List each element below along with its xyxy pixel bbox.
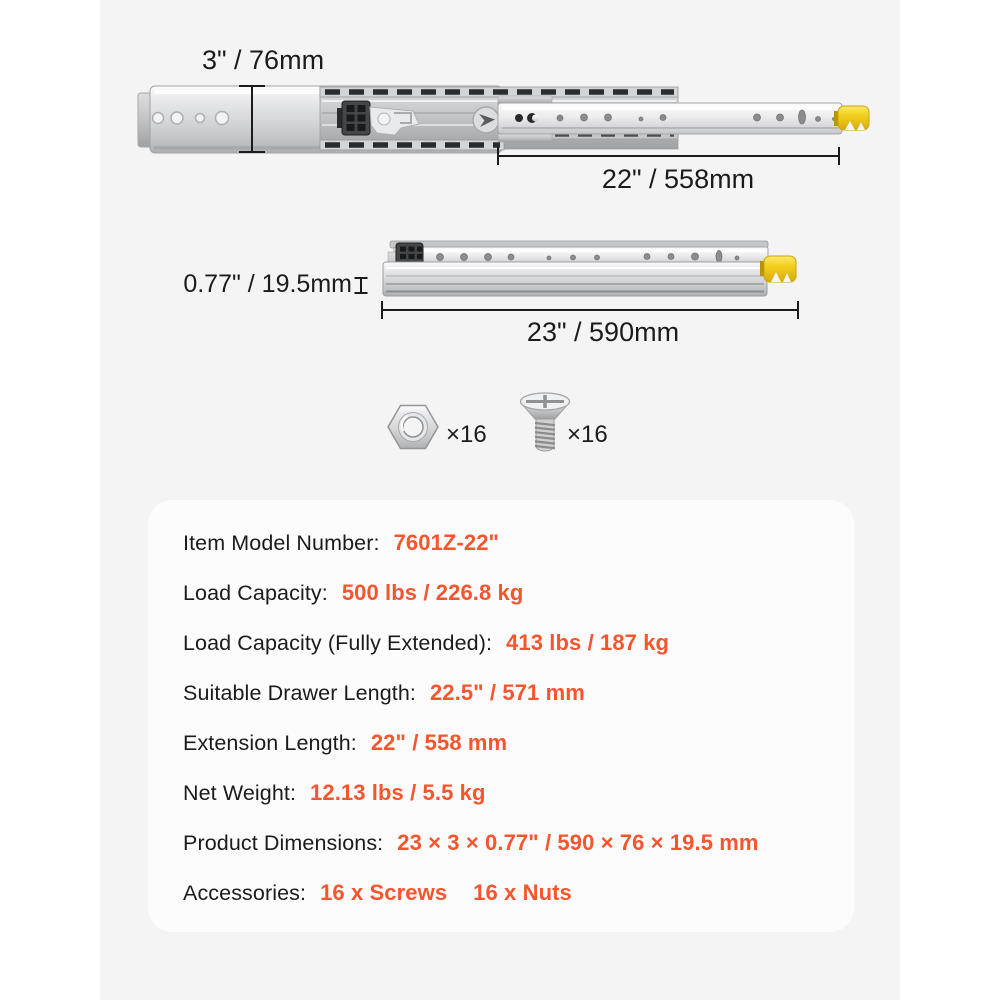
spec-label: Accessories:: [183, 881, 307, 905]
spec-value-screws: 16 x Screws: [320, 880, 448, 905]
spec-row-load-capacity-extended: [183, 630, 854, 660]
spec-value: 12.13 lbs / 5.5 kg: [310, 780, 486, 805]
thickness-dimension-label: 0.77" / 19.5mm: [183, 270, 352, 298]
spec-label: Load Capacity:: [183, 581, 328, 605]
spec-row-load-capacity: [183, 580, 854, 610]
spec-label: Load Capacity (Fully Extended):: [183, 631, 493, 655]
spec-value: 22.5" / 571 mm: [429, 680, 585, 705]
spec-value: 22" / 558 mm: [370, 730, 508, 755]
length-dimension-label: 23" / 590mm: [526, 317, 680, 347]
extension-dimension-label: 22" / 558mm: [601, 164, 755, 194]
spec-value: 23 × 3 × 0.77" / 590 × 76 × 19.5 mm: [397, 830, 759, 855]
spec-value-nuts: 16 x Nuts: [473, 880, 572, 905]
spec-row-product-dimensions: [183, 830, 854, 860]
spec-row-accessories: [183, 880, 854, 910]
spec-row-model: [183, 530, 854, 560]
screw-count-label: ×16: [567, 421, 608, 448]
height-dimension-label: 3" / 76mm: [201, 45, 325, 75]
nut-count-label: ×16: [446, 421, 487, 448]
spec-value: 413 lbs / 187 kg: [506, 630, 670, 655]
spec-value: 500 lbs / 226.8 kg: [341, 580, 524, 605]
spec-label: Extension Length:: [183, 731, 357, 755]
spec-label: Product Dimensions:: [183, 831, 384, 855]
spec-value: 7601Z-22": [393, 530, 500, 555]
spec-row-extension-length: [183, 730, 854, 760]
spec-row-drawer-length: [183, 680, 854, 710]
spec-row-net-weight: [183, 780, 854, 810]
spec-card: [148, 500, 854, 932]
spec-label: Net Weight:: [183, 781, 297, 805]
spec-label: Suitable Drawer Length:: [183, 681, 416, 705]
spec-label: Item Model Number:: [183, 531, 380, 555]
